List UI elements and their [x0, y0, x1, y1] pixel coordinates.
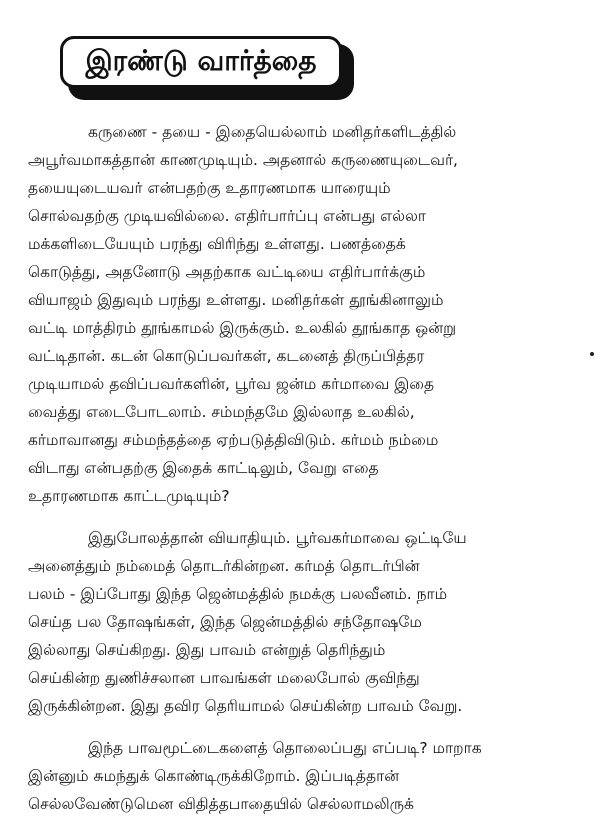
text-line: செல்லவேண்டுமென விதித்தபாதையில் செல்லாமலிருக் [28, 795, 414, 813]
text-line: செய்கின்ற துணிச்சலான பாவங்கள் மலைபோல் குவிந்து [28, 669, 420, 687]
text-line: விடாது என்பதற்கு இதைக் காட்டிலும், வேறு எதை [28, 459, 379, 477]
text-line: பலம் - இப்போது இந்த ஜென்மத்தில் நமக்கு பலவீனம். நாம் [28, 585, 448, 603]
paragraph-3 [28, 734, 576, 818]
text-line: வியாஜம் இதுவும் பரந்து உள்ளது. மனிதர்கள் தூங்கினாலும் [28, 291, 444, 309]
text-line: கர்மாவானது சம்மந்தத்தை ஏற்படுத்திவிடும். கர்மம் நம்மை [28, 431, 439, 449]
text-line: வைத்து எடைபோடலாம். சம்மந்தமே இல்லாத உலகில், [28, 403, 415, 421]
text-line: செய்த பல தோஷங்கள், இந்த ஜென்மத்தில் சந்தோஷமே [28, 613, 422, 631]
text-line: சொல்வதற்கு முடியவில்லை. எதிர்பார்ப்பு என்பது எல்லா [28, 207, 426, 225]
text-line: அனைத்தும் நம்மைத் தொடர்கின்றன. கர்மத் தொடர்பின் [28, 557, 420, 575]
body-text [28, 118, 576, 818]
text-line: கருணை - தயை - இதையெல்லாம் மனிதர்களிடத்தில் [88, 123, 457, 141]
text-line: கொடுத்து, அதனோடு அதற்காக வட்டியை எதிர்பார்க்கும் [28, 263, 426, 281]
text-line: இதுபோலத்தான் வியாதியும். பூர்வகர்மாவை ஒட்டியே [88, 529, 467, 547]
page-title: இரண்டு வார்த்தை [60, 36, 342, 88]
text-line: தயையுடையவர் என்பதற்கு உதாரணமாக யாரையும் [28, 179, 391, 197]
text-line: இந்த பாவமூட்டைகளைத் தொலைப்பது எப்படி? மாறாக [88, 739, 482, 757]
text-line: முடியாமல் தவிப்பவர்களின், பூர்வ ஜன்ம கர்மாவை இதை [28, 375, 435, 393]
text-line: இருக்கின்றன. இது தவிர தெரியாமல் செய்கின்ற பாவம் வேறு. [28, 697, 463, 715]
text-line: மக்களிடையேயும் பரந்து விரிந்து உள்ளது. பணத்தைக் [28, 235, 406, 253]
title-frame [60, 36, 360, 106]
text-line: இன்னும் சுமந்துக் கொண்டிருக்கிறோம். இப்படித்தான் [28, 767, 400, 785]
margin-dot [590, 352, 594, 356]
text-line: உதாரணமாக காட்டமுடியும்? [28, 487, 230, 505]
paragraph-1 [28, 118, 576, 510]
paragraph-2 [28, 524, 576, 720]
text-line: அபூர்வமாகத்தான் காணமுடியும். அதனால் கருணையுடைவர், [28, 151, 458, 169]
text-line: இல்லாது செய்கிறது. இது பாவம் என்றுத் தெரிந்தும் [28, 641, 386, 659]
text-line: வட்டி மாத்திரம் தூங்காமல் இருக்கும். உலகில் தூங்காத ஒன்று [28, 319, 457, 337]
text-line: வட்டிதான். கடன் கொடுப்பவர்கள், கடனைத் திருப்பித்தர [28, 347, 425, 365]
